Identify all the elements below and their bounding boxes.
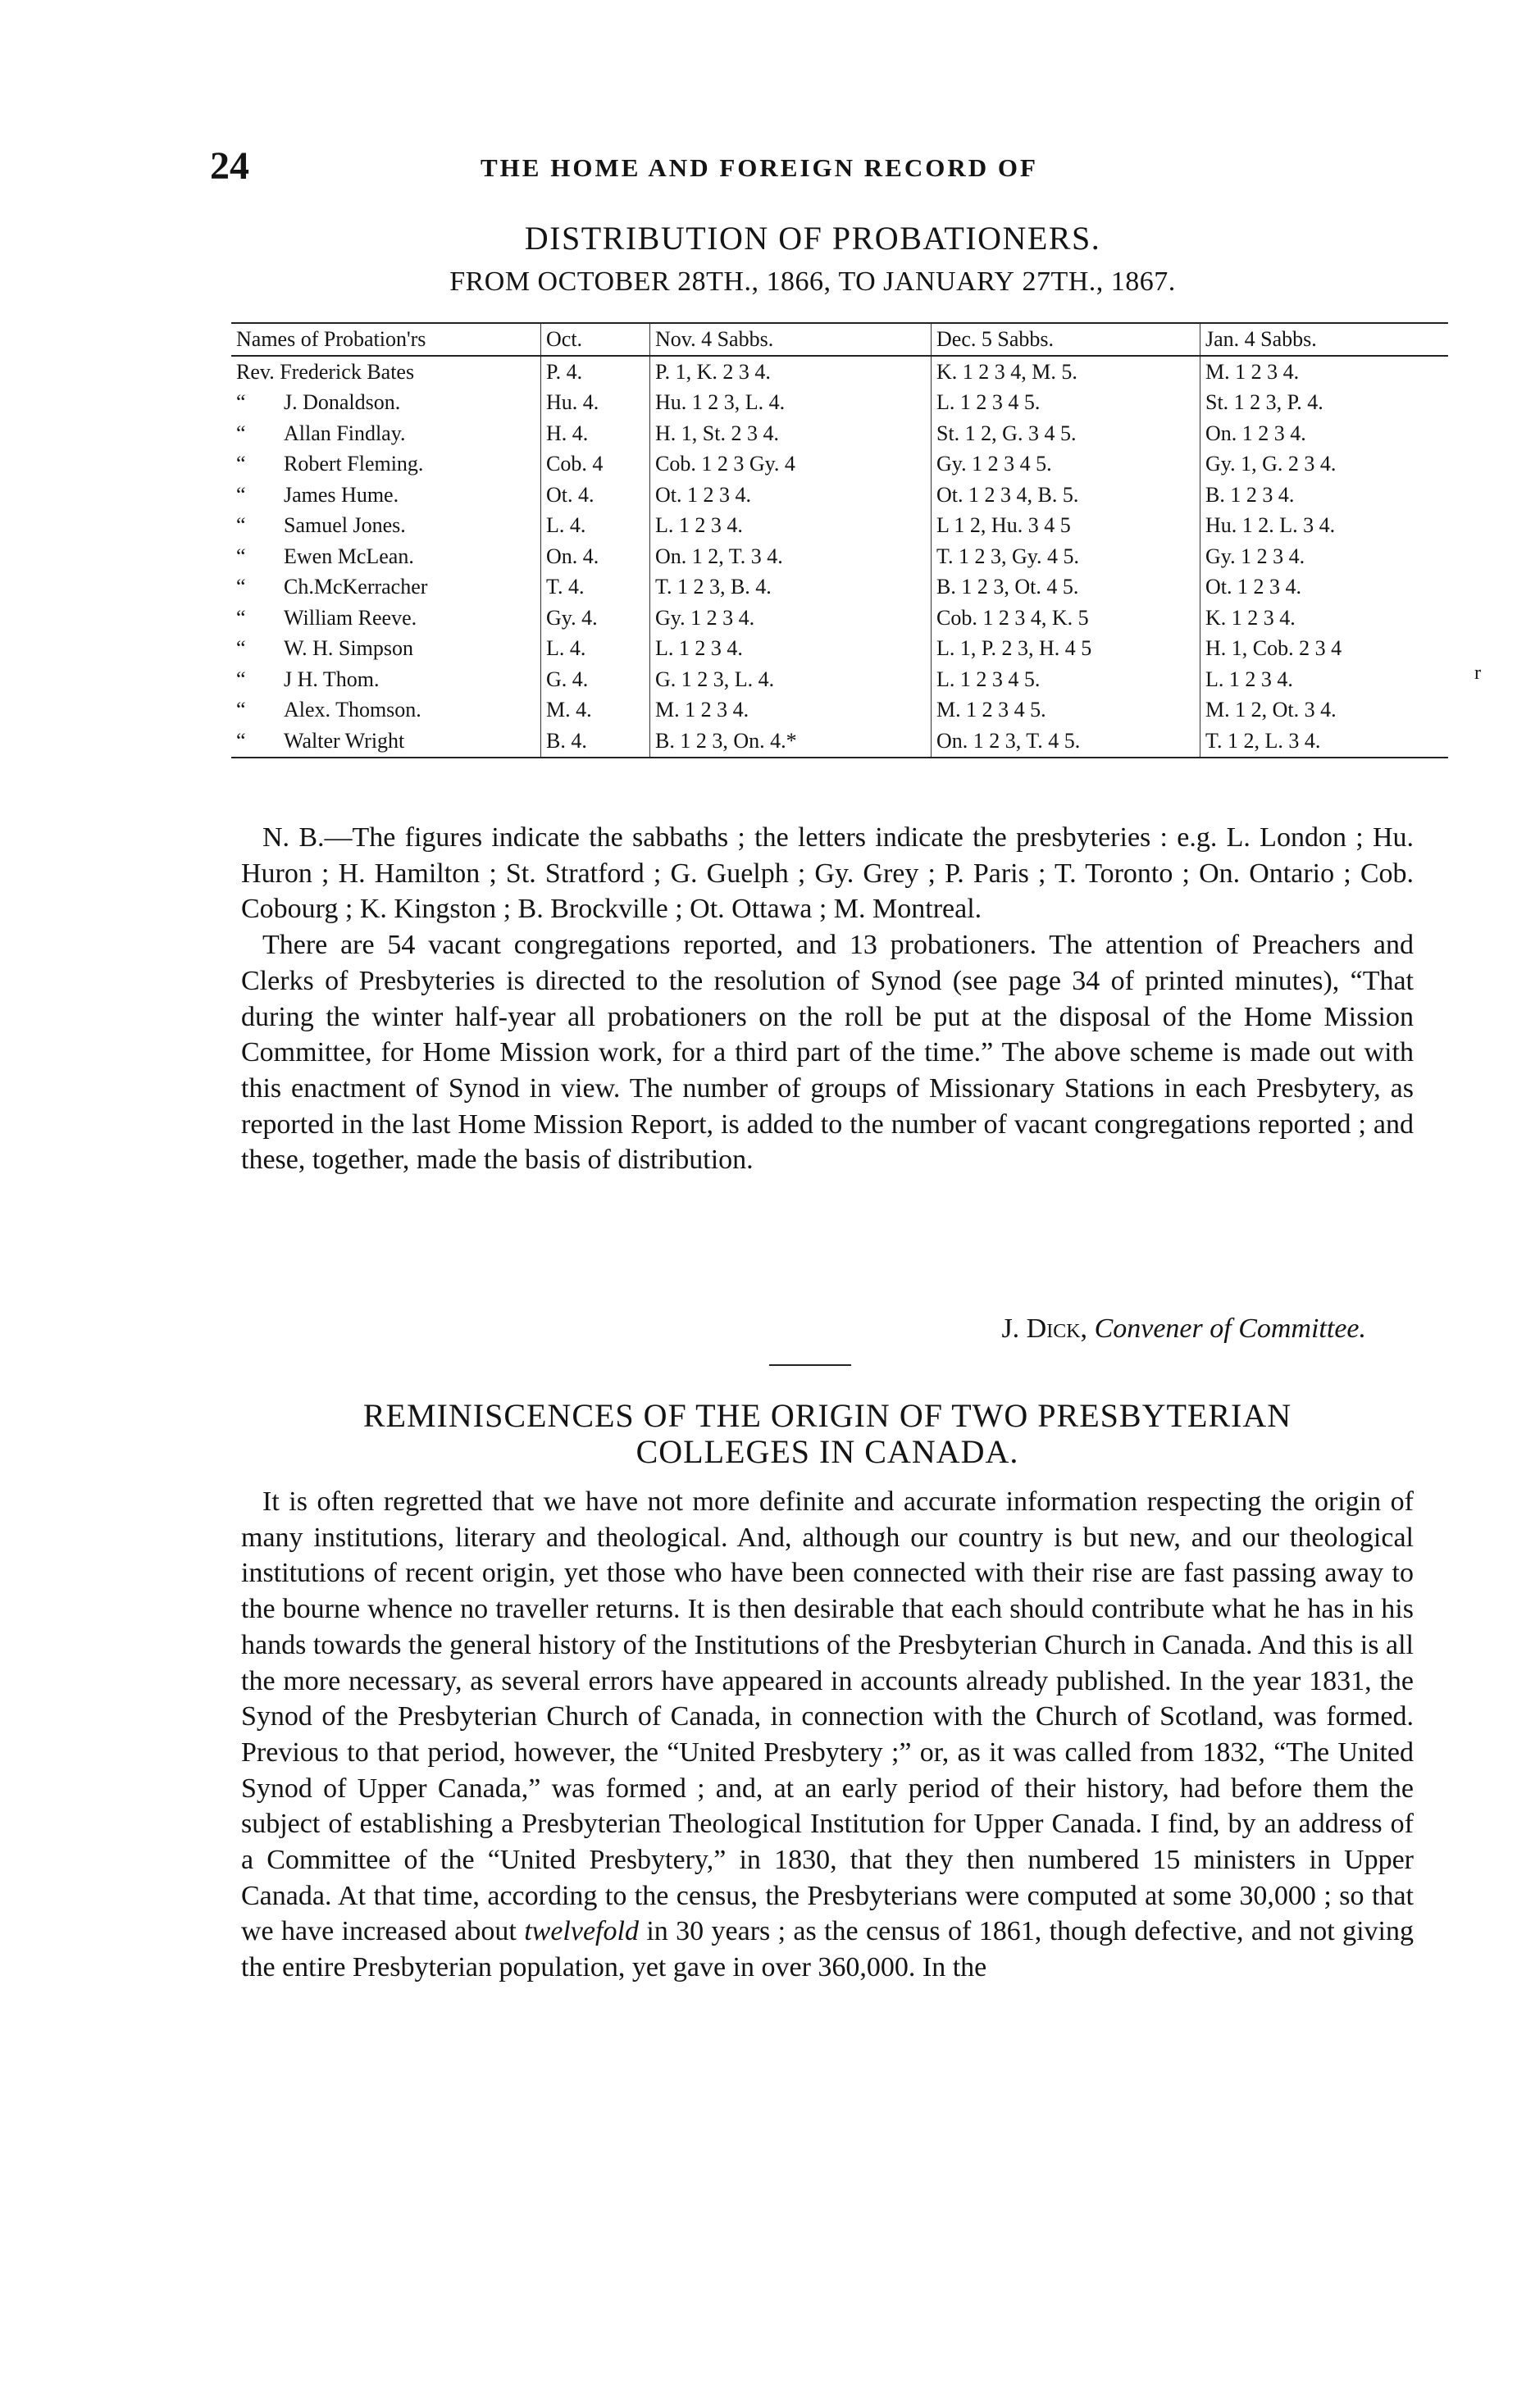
dec-cell: L 1 2, Hu. 3 4 5 (932, 511, 1200, 542)
distribution-date-range (210, 266, 1415, 298)
jan-cell: On. 1 2 3 4. (1205, 421, 1306, 445)
dec-cell: M. 1 2 3 4 5. (932, 695, 1200, 726)
table-row (231, 511, 1448, 542)
table-row (231, 418, 1448, 449)
nov-cell: Gy. 1 2 3 4. (650, 603, 932, 634)
probationer-name-cell (231, 418, 541, 449)
nov-cell: H. 1, St. 2 3 4. (650, 418, 932, 449)
table-row (231, 572, 1448, 603)
dec-cell: T. 1 2 3, Gy. 4 5. (932, 541, 1200, 572)
probationer-name-cell (231, 664, 541, 695)
name-prefix: “ (236, 544, 246, 568)
dec-cell: Ot. 1 2 3 4, B. 5. (932, 480, 1200, 511)
name-prefix: “ (236, 636, 246, 661)
probationer-name: Frederick Bates (280, 359, 415, 384)
probationer-name: Robert Fleming. (284, 452, 424, 476)
oct-cell: L. 4. (541, 511, 650, 542)
name-prefix: “ (236, 390, 246, 415)
probationer-name: Samuel Jones. (284, 513, 406, 538)
probationer-name-cell (231, 480, 541, 511)
table-row (231, 603, 1448, 634)
nb-note: N. B.—The figures indicate the sabbaths ; the letters indicate the presbyteries : e.g. L. London ; Hu. Huron ; H. Hamilton ; St. Stratford ; G. Guelph ; Gy. Grey ; P. Paris ; T. Toronto ; On. Ontario ; Cob. Cobourg ; K. Kingston ; B. Brockville ; Ot. Ottawa ; M. Montreal. (241, 822, 1414, 925)
section-divider (769, 1364, 851, 1366)
name-prefix: Rev. (236, 359, 275, 384)
jan-cell: L. 1 2 3 4. (1205, 667, 1293, 691)
column-header-dec: Dec. 5 Sabbs. (932, 323, 1200, 356)
oct-cell: Cob. 4 (541, 449, 650, 480)
oct-cell: Gy. 4. (541, 603, 650, 634)
reminiscences-text-2: in 30 years ; as the census of 1861, though defective, and not giving the entire Presbyterian population, yet gave in over 360,000. In the (241, 1916, 1414, 1983)
probationer-name: Allan Findlay. (284, 421, 406, 445)
reminiscences-paragraph (241, 1484, 1414, 1986)
table-row (231, 726, 1448, 758)
table-row (231, 695, 1448, 726)
reminiscences-italic-word: twelvefold (524, 1916, 639, 1947)
reminiscences-text-1: It is often regretted that we have not more definite and accurate information respecting the origin of many institutions, literary and theological. And, although our country is but new, and our theological institutions of recent origin, yet those who have been connected with their rise are fast passing away to the bourne whence no traveller returns. It is then desirable that each should contribute what he has in his hands towards the general history of the Institutions of the Presbyterian Church in Canada. And this is all the more necessary, as several errors have appeared in accounts already published. In the year 1831, the Synod of the Presbyterian Church of Canada, in connection with the Church of Scotland, was formed. Previous to that period, however, the “United Presbytery ;” or, as it was called from 1832, “The United Synod of Upper Canada,” was formed ; and, at an early period of their history, had before them the subject of establishing a Presbyterian Theological Institution for Upper Canada. I find, by an address of a Committee of the “United Presbytery,” in 1830, that they then numbered 15 ministers in Upper Canada. At that time, according to the census, the Presbyterians were computed at some 30,000 ; so that we have increased about (241, 1486, 1414, 1947)
table-row (231, 664, 1448, 695)
dec-cell: L. 1 2 3 4 5. (932, 664, 1200, 695)
probationers-table (231, 322, 1448, 758)
dec-cell: Cob. 1 2 3 4, K. 5 (932, 603, 1200, 634)
oct-cell: M. 4. (541, 695, 650, 726)
margin-mark: r (1474, 662, 1481, 684)
name-prefix: “ (236, 452, 246, 476)
nov-cell: P. 1, K. 2 3 4. (650, 356, 932, 388)
nov-cell: G. 1 2 3, L. 4. (650, 664, 932, 695)
reminiscences-title-line-2: COLLEGES IN CANADA. (636, 1433, 1019, 1470)
name-prefix: “ (236, 421, 246, 445)
probationer-name: Ch.McKerracher (284, 575, 428, 599)
nov-cell: On. 1 2, T. 3 4. (650, 541, 932, 572)
subtitle-to: TO JANUARY (838, 266, 1015, 297)
distribution-paragraph: There are 54 vacant congregations reported, and 13 probationers. The attention of Preachers and Clerks of Presbyteries is directed to the resolution of Synod (see page 34 of printed minutes), “That during the winter half-year all probationers on the roll be put at the disposal of the Home Mission Committee, for Home Mission work, for a third part of the time.” The above scheme is made out with this enactment of Synod in view. The number of groups of Missionary Stations in each Presbytery, as reported in the last Home Mission Report, is added to the number of vacant congregations reported ; and these, together, made the basis of distribution. (241, 930, 1414, 1176)
oct-cell: P. 4. (541, 356, 650, 388)
jan-cell: H. 1, Cob. 2 3 4 (1205, 636, 1342, 661)
jan-cell: Gy. 1, G. 2 3 4. (1205, 452, 1337, 476)
table-row (231, 634, 1448, 665)
reminiscences-body (241, 1484, 1414, 1986)
nov-cell: M. 1 2 3 4. (650, 695, 932, 726)
nov-cell: L. 1 2 3 4. (650, 634, 932, 665)
name-prefix: “ (236, 605, 246, 630)
jan-cell: T. 1 2, L. 3 4. (1200, 726, 1449, 758)
table-row (231, 541, 1448, 572)
column-header-names: Names of Probation'rs (231, 323, 541, 356)
subtitle-start-date: 28TH., 1866, (677, 266, 831, 297)
column-header-jan: Jan. 4 Sabbs. (1200, 323, 1449, 356)
name-prefix: “ (236, 482, 246, 507)
probationers-table-wrapper (231, 322, 1396, 758)
dec-cell: K. 1 2 3 4, M. 5. (932, 356, 1200, 388)
column-header-oct: Oct. (541, 323, 650, 356)
reminiscences-title (241, 1398, 1414, 1470)
table-row (231, 356, 1448, 388)
distribution-title: DISTRIBUTION OF PROBATIONERS. (524, 220, 1101, 257)
table-row (231, 480, 1448, 511)
probationer-name-cell (231, 356, 541, 388)
oct-cell: Ot. 4. (541, 480, 650, 511)
dec-cell: L. 1 2 3 4 5. (932, 388, 1200, 419)
page-header (210, 143, 1415, 193)
signature (210, 1313, 1366, 1345)
probationer-name: J H. Thom. (284, 667, 380, 691)
dec-cell: B. 1 2 3, Ot. 4 5. (932, 572, 1200, 603)
jan-cell: St. 1 2 3, P. 4. (1205, 390, 1323, 415)
nov-cell: L. 1 2 3 4. (650, 511, 932, 542)
probationer-name-cell (231, 603, 541, 634)
table-row (231, 449, 1448, 480)
oct-cell: B. 4. (541, 726, 650, 758)
probationer-name: J. Donaldson. (284, 390, 401, 415)
distribution-notes (241, 820, 1414, 1178)
probationer-name-cell (231, 449, 541, 480)
oct-cell: T. 4. (541, 572, 650, 603)
probationer-name-cell (231, 541, 541, 572)
jan-cell: Hu. 1 2. L. 3 4. (1205, 513, 1336, 538)
probationer-name: Walter Wright (284, 728, 405, 753)
probationer-name-cell (231, 634, 541, 665)
nov-cell: B. 1 2 3, On. 4.* (650, 726, 932, 758)
probationer-name: W. H. Simpson (284, 636, 413, 661)
jan-cell: K. 1 2 3 4. (1205, 605, 1296, 630)
dec-cell: L. 1, P. 2 3, H. 4 5 (932, 634, 1200, 665)
jan-cell: B. 1 2 3 4. (1205, 482, 1295, 507)
oct-cell: G. 4. (541, 664, 650, 695)
reminiscences-title-line-1: REMINISCENCES OF THE ORIGIN OF TWO PRESBYTERIAN (362, 1397, 1292, 1434)
probationer-name-cell (231, 572, 541, 603)
nov-cell: Cob. 1 2 3 Gy. 4 (650, 449, 932, 480)
page-number: 24 (210, 144, 249, 188)
name-prefix: “ (236, 728, 246, 753)
nov-cell: T. 1 2 3, B. 4. (650, 572, 932, 603)
table-header-row (231, 323, 1448, 356)
jan-cell: M. 1 2, Ot. 3 4. (1205, 698, 1337, 722)
table-body (231, 356, 1448, 758)
name-prefix: “ (236, 667, 246, 691)
probationer-name: Alex. Thomson. (284, 698, 421, 722)
jan-cell: Ot. 1 2 3 4. (1205, 575, 1301, 599)
jan-cell: Gy. 1 2 3 4. (1205, 544, 1305, 568)
table-row (231, 388, 1448, 419)
signature-name: J. Dick, (1001, 1313, 1088, 1344)
probationer-name: Ewen McLean. (284, 544, 414, 568)
signature-role: Convener of Committee. (1094, 1313, 1366, 1344)
probationer-name: James Hume. (284, 482, 399, 507)
probationer-name: William Reeve. (284, 605, 417, 630)
oct-cell: Hu. 4. (541, 388, 650, 419)
subtitle-from: FROM OCTOBER (449, 266, 671, 297)
subtitle-end-date: 27TH., 1867. (1022, 266, 1176, 297)
nov-cell: Hu. 1 2 3, L. 4. (650, 388, 932, 419)
jan-cell: M. 1 2 3 4. (1205, 359, 1300, 384)
oct-cell: L. 4. (541, 634, 650, 665)
oct-cell: On. 4. (541, 541, 650, 572)
name-prefix: “ (236, 575, 246, 599)
running-head: THE HOME AND FOREIGN RECORD OF (481, 153, 1038, 182)
name-prefix: “ (236, 698, 246, 722)
nov-cell: Ot. 1 2 3 4. (650, 480, 932, 511)
dec-cell: On. 1 2 3, T. 4 5. (932, 726, 1200, 758)
probationer-name-cell (231, 511, 541, 542)
probationer-name-cell (231, 726, 541, 758)
dec-cell: Gy. 1 2 3 4 5. (932, 449, 1200, 480)
column-header-nov: Nov. 4 Sabbs. (650, 323, 932, 356)
name-prefix: “ (236, 513, 246, 538)
probationer-name-cell (231, 695, 541, 726)
dec-cell: St. 1 2, G. 3 4 5. (932, 418, 1200, 449)
probationer-name-cell (231, 388, 541, 419)
oct-cell: H. 4. (541, 418, 650, 449)
